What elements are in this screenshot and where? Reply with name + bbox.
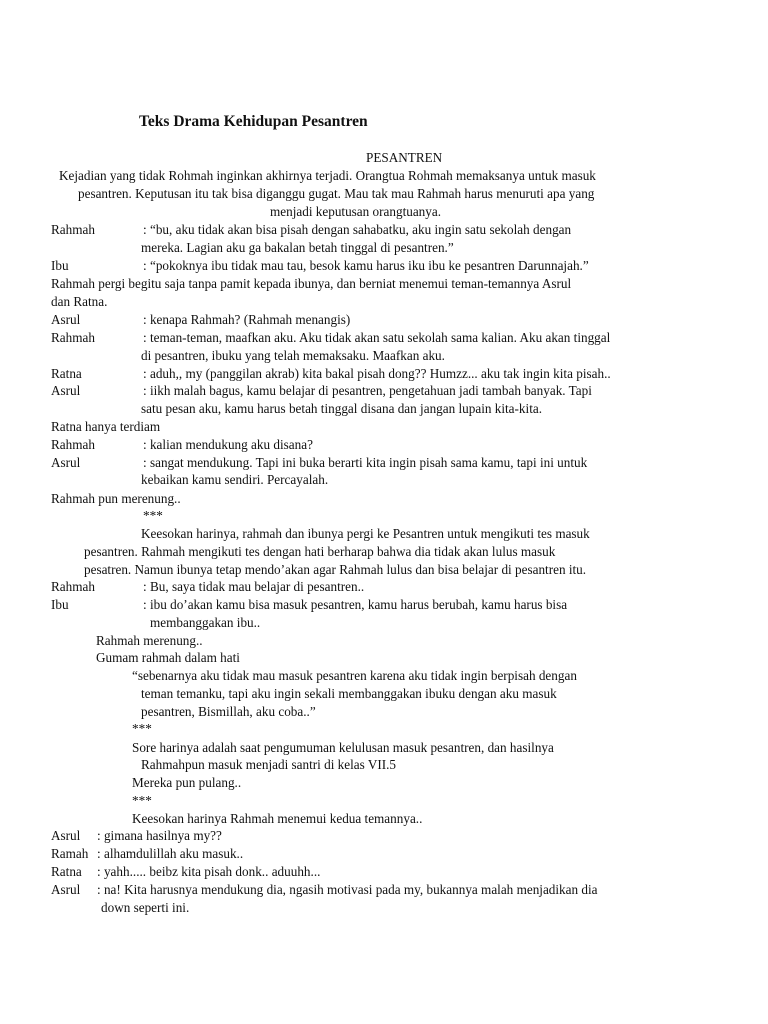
speaker-name: Asrul xyxy=(51,455,81,470)
dialog-line: : alhamdulillah aku masuk.. xyxy=(97,846,244,861)
text-line: pesatren. Namun ibunya tetap mendo’akan agar Rahmah lulus dan bisa belajar di pesantren itu. xyxy=(84,562,587,577)
text-line: “sebenarnya aku tidak mau masuk pesantren karena aku tidak ingin berpisah dengan xyxy=(132,668,577,683)
scene-separator: *** xyxy=(132,721,152,736)
narration: Keesokan harinya Rahmah menemui kedua temannya.. xyxy=(132,811,423,826)
speaker-name: Ratna xyxy=(51,864,82,879)
speaker-name: Ibu xyxy=(51,258,69,273)
scene-separator: *** xyxy=(132,793,152,808)
document-title: Teks Drama Kehidupan Pesantren xyxy=(139,113,368,130)
dialog-line: satu pesan aku, kamu harus betah tinggal disana dan jangan lupain kita-kita. xyxy=(141,401,543,416)
text-line: Kejadian yang tidak Rohmah inginkan akhirnya terjadi. Orangtua Rohmah memaksanya untuk masuk xyxy=(59,168,596,183)
text-line: teman temanku, tapi aku ingin sekali membanggakan ibuku dengan aku masuk xyxy=(141,686,557,701)
speaker-name: Ibu xyxy=(51,597,69,612)
text-line: Keesokan harinya, rahmah dan ibunya pergi ke Pesantren untuk mengikuti tes masuk xyxy=(141,526,590,541)
text-line: pesantren. Rahmah mengikuti tes dengan hati berharap bahwa dia tidak akan lulus masuk xyxy=(84,544,556,559)
text-line: Sore harinya adalah saat pengumuman kelulusan masuk pesantren, dan hasilnya xyxy=(132,740,554,755)
dialog-line: : gimana hasilnya my?? xyxy=(97,828,222,843)
dialog-line: : na! Kita harusnya mendukung dia, ngasih motivasi pada my, bukannya malah menjadikan dia xyxy=(97,882,598,897)
speaker-name: Rahmah xyxy=(51,437,95,452)
speaker-name: Ramah xyxy=(51,846,89,861)
speaker-name: Asrul xyxy=(51,828,81,843)
dialog-line: : “bu, aku tidak akan bisa pisah dengan sahabatku, aku ingin satu sekolah dengan xyxy=(143,222,572,237)
text-line: pesantren, Bismillah, aku coba..” xyxy=(141,704,316,719)
speaker-name: Rahmah xyxy=(51,330,95,345)
speaker-name: Asrul xyxy=(51,312,81,327)
dialog-line: di pesantren, ibuku yang telah memaksaku. Maafkan aku. xyxy=(141,348,445,363)
text-line: pesantren. Keputusan itu tak bisa diganggu gugat. Mau tak mau Rahmah harus menuruti apa yang xyxy=(78,186,595,201)
dialog-line: : kalian mendukung aku disana? xyxy=(143,437,313,452)
dialog-line: : iikh malah bagus, kamu belajar di pesantren, pengetahuan jadi tambah banyak. Tapi xyxy=(143,383,592,398)
narration: Rahmah pun merenung.. xyxy=(51,491,181,506)
speaker-name: Asrul xyxy=(51,882,81,897)
dialog-line: : teman-teman, maafkan aku. Aku tidak akan satu sekolah sama kalian. Aku akan tinggal xyxy=(143,330,611,345)
scene-separator: *** xyxy=(143,508,163,523)
dialog-line: : yahh..... beibz kita pisah donk.. aduuhh... xyxy=(97,864,321,879)
text-line: Gumam rahmah dalam hati xyxy=(96,650,240,665)
speaker-name: Rahmah xyxy=(51,579,95,594)
dialog-line: : “pokoknya ibu tidak mau tau, besok kamu harus iku ibu ke pesantren Darunnajah.” xyxy=(143,258,589,273)
section-heading: PESANTREN xyxy=(366,150,443,165)
speaker-name: Ratna xyxy=(51,366,82,381)
text-line: Rahmah pergi begitu saja tanpa pamit kepada ibunya, dan berniat menemui teman-temannya Asrul xyxy=(51,276,572,291)
speaker-name: Asrul xyxy=(51,383,81,398)
dialog-line: : aduh,, my (panggilan akrab) kita bakal pisah dong?? Humzz... aku tak ingin kita pisah.. xyxy=(143,366,611,381)
dialog-line: : sangat mendukung. Tapi ini buka berarti kita ingin pisah sama kamu, tapi ini untuk xyxy=(143,455,588,470)
narration: Ratna hanya terdiam xyxy=(51,419,161,434)
dialog-line: : ibu do’akan kamu bisa masuk pesantren, kamu harus berubah, kamu harus bisa xyxy=(143,597,568,612)
dialog-line: mereka. Lagian aku ga bakalan betah tinggal di pesantren.” xyxy=(141,240,454,255)
dialog-line: membanggakan ibu.. xyxy=(150,615,261,630)
dialog-line: : kenapa Rahmah? (Rahmah menangis) xyxy=(143,312,351,327)
dialog-line: down seperti ini. xyxy=(101,900,190,915)
text-line: Rahmah merenung.. xyxy=(96,633,203,648)
text-line: Mereka pun pulang.. xyxy=(132,775,242,790)
speaker-name: Rahmah xyxy=(51,222,95,237)
text-line: Rahmahpun masuk menjadi santri di kelas VII.5 xyxy=(141,757,397,772)
text-line: dan Ratna. xyxy=(51,294,108,309)
dialog-line: kebaikan kamu sendiri. Percayalah. xyxy=(141,472,329,487)
dialog-line: : Bu, saya tidak mau belajar di pesantren.. xyxy=(143,579,365,594)
text-line: menjadi keputusan orangtuanya. xyxy=(270,204,442,219)
